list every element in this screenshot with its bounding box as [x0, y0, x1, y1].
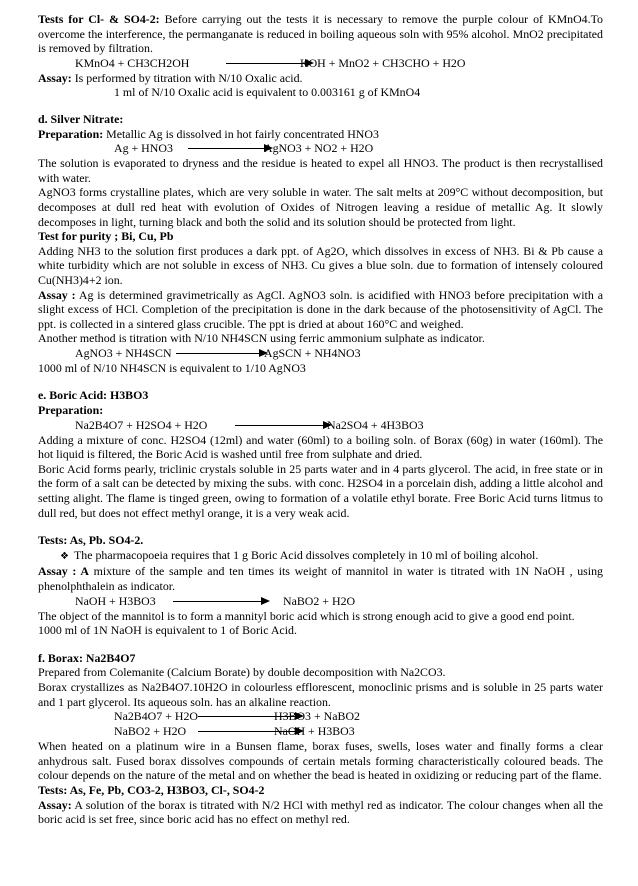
- equivalence-oxalic: 1 ml of N/10 Oxalic acid is equivalent to 0.003161 g of KMnO4: [114, 85, 421, 100]
- borax-heading: f. Borax: Na2B4O7: [38, 650, 136, 665]
- reaction-arrow-icon: [188, 141, 273, 156]
- equation-lhs: NaBO2 + H2O: [114, 724, 187, 739]
- silver-nitrate-para2: AgNO3 forms crystalline plates, which are very soluble in water. The salt melts at 209°C without decomposition, but decomposes at dull red heat with evolution of Oxides of Nitrogen leaving a residue of metallic Ag. It slowly decomposes in light, turning black and both the solid and its solution should be protected from light.: [38, 185, 603, 229]
- preparation-label: Preparation:: [38, 126, 104, 141]
- equation-kmno4-reduction: [38, 56, 603, 71]
- borax-tests-heading: Tests: As, Fe, Pb, CO3-2, H3BO3, Cl-, SO4-2: [38, 782, 265, 797]
- equation-lhs: AgNO3 + NH4SCN: [75, 345, 172, 360]
- equation-lhs: Na2B4O7 + H2SO4 + H2O: [75, 417, 208, 432]
- purity-heading: Test for purity ; Bi, Cu, Pb: [38, 229, 174, 244]
- boric-acid-para2: Boric Acid forms pearly, triclinic crystals soluble in 25 parts water and in 4 parts glycerol. The acid, in free state or in the form of a salt can be detected by mixing the subs. with conc. H2SO4 in a porcelain dish, adding a little alcohol and setting alight. The flame is tinged green, owing to formation of a volatile ethyl borate. Free Boric Acid turns litmus to dull red, but does not effect methyl orange, it is a very weak acid.: [38, 461, 603, 520]
- reaction-arrow-icon: [176, 346, 268, 361]
- equation-lhs: Ag + HNO3: [114, 141, 173, 156]
- assay-text: A solution of the borax is titrated with N/2 HCl with methyl red as indicator. The colour changes when all the boric acid is set free, since boric acid has no effect on methyl red.: [38, 797, 603, 827]
- equation-rhs: KOH + MnO2 + CH3CHO + H2O: [300, 55, 466, 70]
- assay-text: mixture of the sample and ten times its weight of mannitol in water is titrated with 1N NaOH , using phenolphthalein as indicator.: [38, 564, 603, 593]
- document-page: [38, 12, 603, 827]
- borax-line1: Prepared from Colemanite (Calcium Borate) by double decomposition with Na2CO3.: [38, 665, 446, 680]
- equation-rhs: AgSCN + NH4NO3: [264, 345, 361, 360]
- equation-naoh-h3bo3: [38, 594, 603, 609]
- borax-assay: [38, 798, 603, 827]
- boric-tests-heading: Tests: As, Pb. SO4-2.: [38, 533, 144, 548]
- equation-borax-h2so4: [38, 418, 603, 433]
- reaction-arrow-icon: [235, 418, 332, 433]
- borax-flame-paragraph: When heated on a platinum wire in a Bunsen flame, borax fuses, swells, loses water and finally forms a clear anhydrous salt. Fused borax dissolves compounds of certain metals forming characteristically coloured beads. The colour depends on the nature of the metal and on whether the bead is heated in oxidizing or reducing part of the flame.: [38, 739, 603, 783]
- silver-nitrate-preparation: [38, 127, 603, 142]
- preparation-text: Metallic Ag is dissolved in hot fairly concentrated HNO3: [106, 126, 379, 141]
- assay-label: Assay : A: [38, 564, 89, 579]
- equation-agno3-nh4scn: [38, 346, 603, 361]
- equation-lhs: KMnO4 + CH3CH2OH: [75, 55, 190, 70]
- diamond-bullet-icon: ❖: [60, 550, 69, 562]
- assay-kmno4: [38, 71, 603, 86]
- equation-nabo2-hydrolysis: [38, 724, 603, 739]
- equation-rhs: H3BO3 + NaBO2: [274, 709, 360, 724]
- equation-rhs: NaBO2 + H2O: [283, 593, 356, 608]
- silver-nitrate-assay: [38, 288, 603, 332]
- equation-rhs: AgNO3 + NO2 + H2O: [264, 141, 374, 156]
- boric-acid-assay: [38, 564, 603, 593]
- equivalence-nh4scn: 1000 ml of N/10 NH4SCN is equivalent to 1/10 AgNO3: [38, 360, 306, 375]
- tests-cl-so4-heading: Tests for Cl- & SO4-2:: [38, 12, 160, 26]
- boric-acid-para1: Adding a mixture of conc. H2SO4 (12ml) and water (60ml) to a boiling soln. of Borax (60g) in water (160ml). The hot liquid is filtered, the Boric Acid is washed until free from sulphate and dried.: [38, 432, 603, 462]
- tests-kmno4-paragraph: [38, 12, 603, 56]
- assay-text: Is performed by titration with N/10 Oxalic acid.: [74, 70, 303, 85]
- mannitol-paragraph: The object of the mannitol is to form a mannityl boric acid which is strong enough acid to give a good end point.: [38, 608, 575, 623]
- assay-label: Assay :: [38, 287, 76, 302]
- equation-rhs: Na2SO4 + 4H3BO3: [327, 417, 424, 432]
- equation-rhs: NaOH + H3BO3: [274, 724, 355, 739]
- boric-acid-heading: e. Boric Acid: H3BO3: [38, 388, 149, 403]
- equation-lhs: Na2B4O7 + H2O: [114, 709, 198, 724]
- preparation-label: Preparation:: [38, 403, 104, 418]
- equation-borax-hydrolysis: [38, 709, 603, 724]
- tests-cl-so4-text: Before carrying out the tests it is necessary to remove the purple colour of KMnO4.To overcome the interference, the permanganate is reduced in boiling aqueous soln with 95% alcohol. MnO2 precipitated is removed by filtration.: [38, 12, 603, 56]
- equation-ag-hno3: [38, 141, 603, 156]
- assay-label: Assay:: [38, 797, 72, 812]
- borax-line2: Borax crystallizes as Na2B4O7.10H2O in colourless efflorescent, monoclinic prisms and is soluble in 25 parts water and 1 part glycerol. Its aqueous soln. has an alkaline reaction.: [38, 679, 603, 709]
- bullet-text: The pharmacopoeia requires that 1 g Boric Acid dissolves completely in 10 ml of boiling alcohol.: [74, 547, 539, 562]
- reaction-arrow-icon: [173, 594, 270, 609]
- assay-text: Ag is determined gravimetrically as AgCl. AgNO3 soln. is acidified with HNO3 before precipitation with a slight excess of HCl. Completion of the precipitation is done in the dark because of the photosensitivity of AgCl. The ppt. is collected in a sintered glass crucible. The ppt is dried at about 160°C and weighed.: [38, 287, 603, 331]
- assay-label: Assay:: [38, 70, 72, 85]
- purity-text: Adding NH3 to the solution first produces a dark ppt. of Ag2O, which dissolves in excess of NH3. Bi & Pb cause a white turbidity which are not soluble in excess of NH3. Cu gives a blue soln. due to formation of intensely coloured Cu(NH3)4+2 ion.: [38, 243, 603, 287]
- another-method: Another method is titration with N/10 NH4SCN using ferric ammonium sulphate as indicator.: [38, 331, 485, 346]
- pharmacopoeia-bullet: [38, 548, 603, 565]
- equation-lhs: NaOH + H3BO3: [75, 593, 156, 608]
- silver-nitrate-para1: The solution is evaporated to dryness and the residue is heated to expel all HNO3. The product is then recrystallised with water.: [38, 156, 603, 185]
- silver-nitrate-heading: d. Silver Nitrate:: [38, 111, 124, 126]
- equivalence-naoh: 1000 ml of 1N NaOH is equivalent to 1 of Boric Acid.: [38, 623, 297, 638]
